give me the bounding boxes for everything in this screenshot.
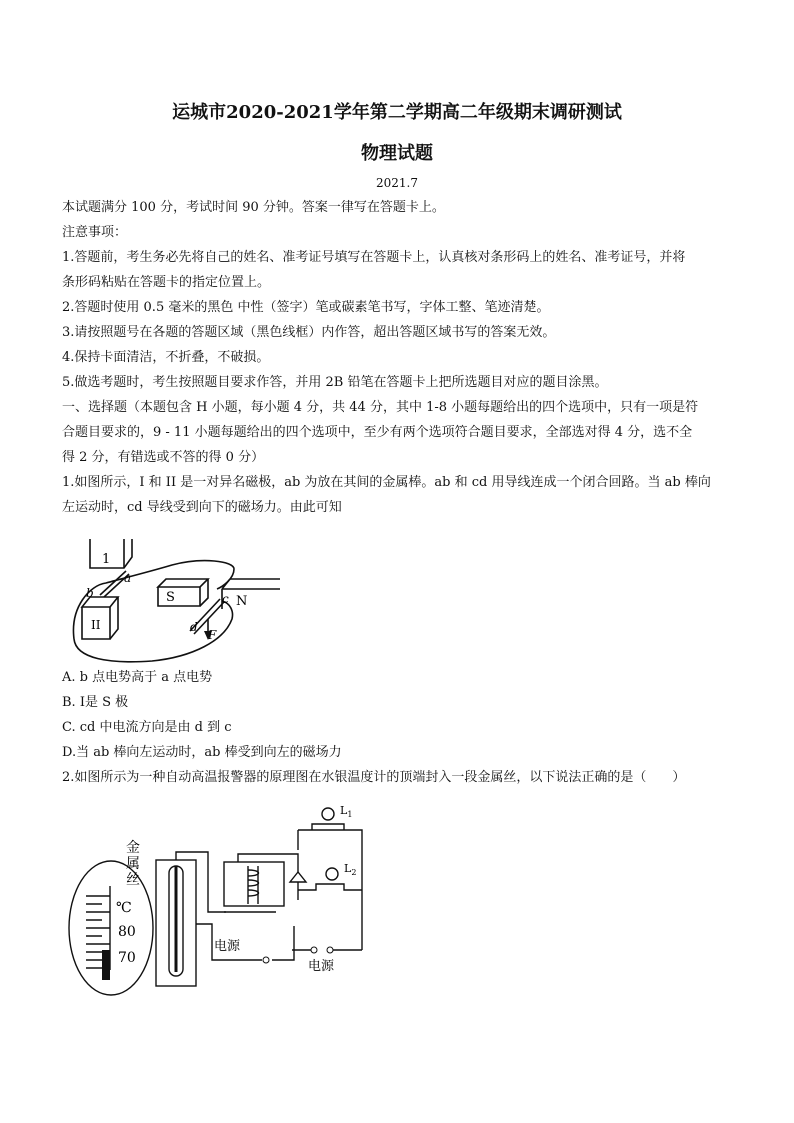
question-1-stem-2: 左运动时，cd 导线受到向下的磁场力。由此可知: [62, 500, 342, 515]
metal-wire-label-3: 丝: [126, 872, 140, 888]
note-5: 5.做选考题时，考生按照题目要求作答，并用 2B 铅笔在答题卡上把所选题目对应的题目涂黑。: [62, 375, 608, 390]
question-1-stem: 1.如图所示，I 和 II 是一对异名磁极，ab 为放在其间的金属棒。ab 和 cd 用导线连成一个闭合回路。当 ab 棒向: [62, 475, 711, 490]
intro-line: 本试题满分 100 分，考试时间 90 分钟。答案一律写在答题卡上。: [62, 200, 445, 215]
metal-wire-label-2: 属: [126, 856, 140, 872]
s-pole-label: S: [166, 590, 175, 605]
option-d: D.当 ab 棒向左运动时，ab 棒受到向左的磁场力: [62, 745, 342, 760]
option-b: B. I是 S 极: [62, 695, 129, 710]
power-source-1-label: 电源: [214, 939, 241, 954]
pole-bottom-label: II: [91, 618, 101, 632]
section-1-instructions: 一、选择题（本题包含 H 小题，每小题 4 分，共 44 分，其中 1-8 小题每题给出的四个选项中，只有一项是符: [62, 400, 699, 415]
note-3: 3.请按照题号在各题的答题区域（黑色线框）内作答，超出答题区域书写的答案无效。: [62, 325, 556, 340]
scale-80-label: 80: [118, 924, 136, 940]
pole-top-label: 1: [102, 552, 111, 567]
point-c-label: c: [222, 592, 229, 606]
question-1-figure: [62, 535, 282, 670]
note-1: 1.答题前，考生务必先将自己的姓名、准考证号填写在答题卡上，认真核对条形码上的姓名、准考证号，并将: [62, 250, 686, 265]
option-c: C. cd 中电流方向是由 d 到 c: [62, 720, 232, 735]
section-1-instructions-2: 合题目要求的，9 - 11 小题每题给出的四个选项中，至少有两个选项符合题目要求，全部选对得 4 分，选不全: [62, 425, 693, 440]
power-source-2-label: 电源: [308, 959, 335, 974]
note-2: 2.答题时使用 0.5 毫米的黑色 中性（签字）笔或碳素笔书写，字体工整、笔迹清楚。: [62, 300, 550, 315]
option-a: A. b 点电势高于 a 点电势: [62, 670, 213, 685]
note-1-cont: 条形码粘贴在答题卡的指定位置上。: [62, 275, 271, 290]
scale-70-label: 70: [118, 950, 136, 966]
exam-subtitle: 物理试题: [361, 143, 433, 164]
note-4: 4.保持卡面清洁，不折叠，不破损。: [62, 350, 270, 365]
force-f-label: F: [208, 628, 217, 642]
lamp-2-label: $L_2$: [344, 862, 357, 877]
exam-title: 运城市2020-2021学年第二学期高二年级期末调研测试: [172, 102, 622, 123]
exam-date: 2021.7: [376, 176, 418, 190]
metal-wire-label-1: 金: [126, 840, 140, 856]
point-d-label: d: [190, 620, 198, 634]
n-pole-label: N: [236, 594, 248, 609]
section-1-instructions-3: 得 2 分，有错选或不答的得 0 分）: [62, 450, 265, 465]
celsius-unit-label: ℃: [116, 900, 132, 916]
question-2-stem: 2.如图所示为一种自动高温报警器的原理图在水银温度计的顶端封入一段金属丝，以下说法正确的是（ ）: [62, 770, 686, 785]
point-b-label: b: [86, 586, 94, 600]
notes-heading: 注意事项：: [62, 225, 128, 240]
lamp-1-label: $L_1$: [340, 804, 353, 819]
question-2-figure: [62, 800, 382, 1000]
point-a-label: a: [124, 571, 132, 585]
